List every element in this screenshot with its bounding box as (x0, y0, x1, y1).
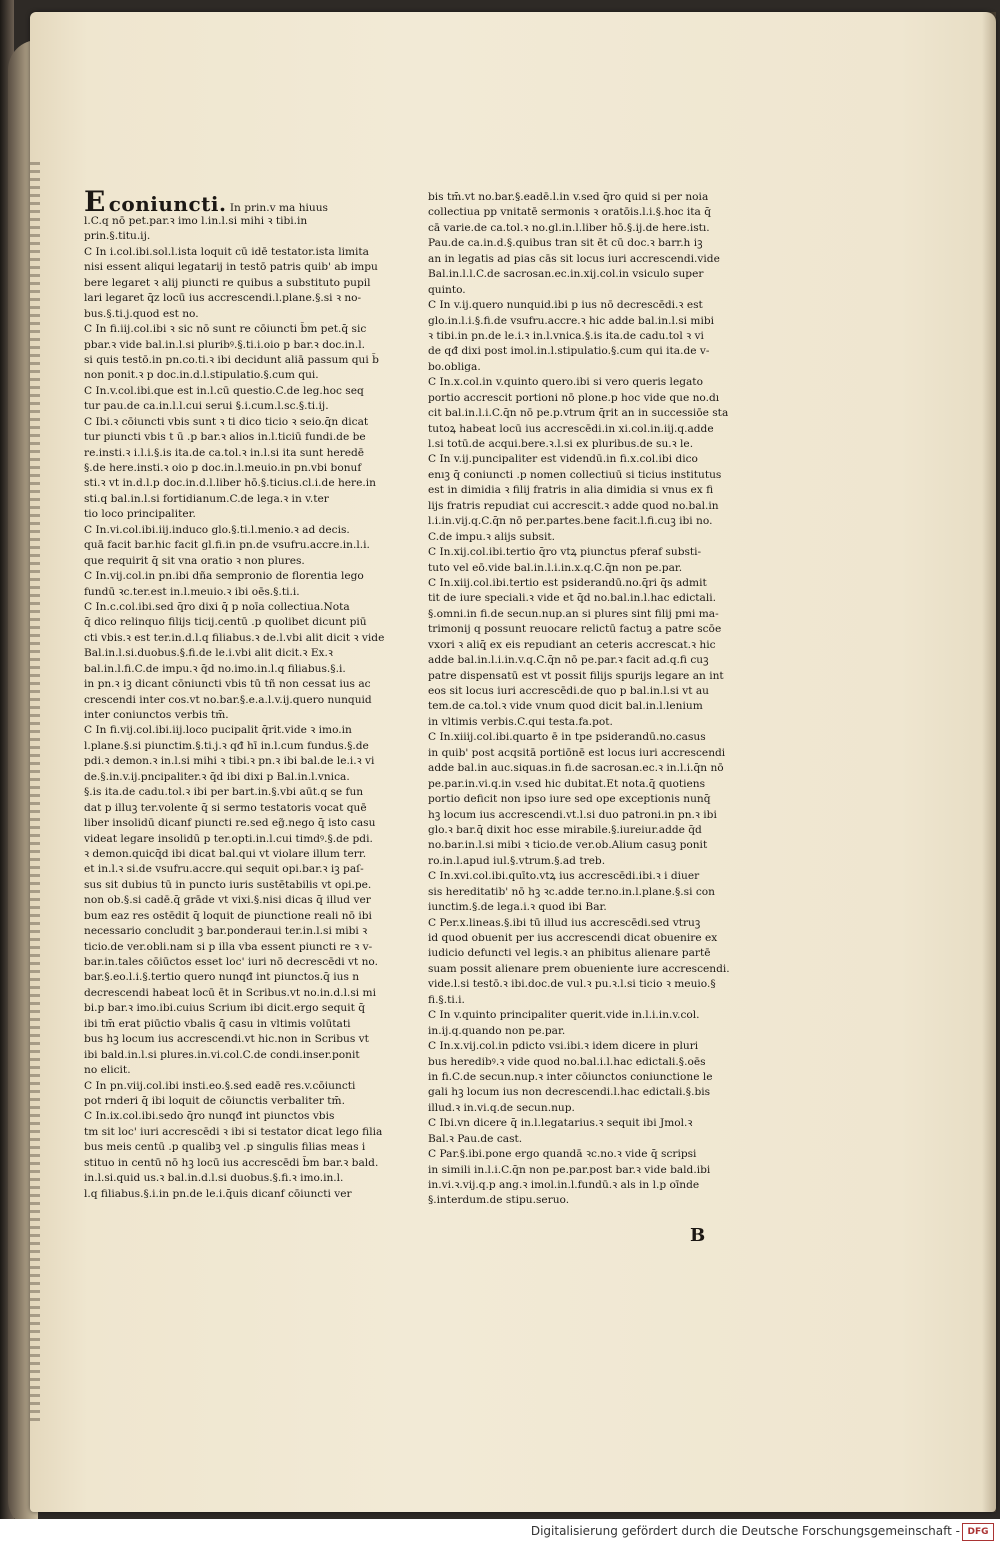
text-line: C In i.col.ibi.sol.l.ista loquit cū idē testator.ista limita (84, 245, 369, 258)
text-line: enıꝫ q̄ coniuncti .p nomen collectiuū si ticius institutus (428, 468, 722, 481)
text-line: l.C.q nō pet.par.ꝛ imo l.in.l.si mihi ꝛ tibi.in (84, 215, 308, 227)
text-line: de qđ dixi post imol.in.l.stipulatio.§.cum qui ita.de v- (428, 345, 710, 358)
text-line: suam possit alienare prem obueniente iure accrescendi. (428, 962, 730, 975)
text-line: bal.in.l.fi.C.de impu.ꝛ q̄d no.imo.in.l.q filiabus.§.i. (84, 662, 346, 675)
text-line: patre dispensatū est vt possit filijs spurijs legare an int (428, 669, 724, 682)
text-line: nisi essent aliqui legatarij in testō patris quib' ab impu (84, 261, 378, 274)
text-line: C In.c.col.ibi.sed q̄ro dixi q̄ p noīa collectiua.Nota (84, 600, 350, 613)
text-line: inter coniunctos verbis tm̄. (84, 709, 229, 721)
text-line: fi.§.ti.i. (428, 993, 465, 1006)
text-line: bus heredibꝰ.ꝛ vide quod no.bal.i.l.hac edictali.§.oēs (428, 1055, 706, 1068)
text-line: bus hꝫ locum ius accrescendi.vt hic.non in Scribus vt (84, 1033, 369, 1046)
text-line: prin.§.titu.ij. (84, 230, 151, 243)
text-line: bus meis centū .p qualibꝫ vel .p singulis filias meas i (84, 1141, 366, 1154)
text-line: in vltimis verbis.C.qui testa.fa.pot. (428, 715, 613, 728)
text-line: C In pn.viij.col.ibi insti.eo.§.sed eadē res.v.cōiuncti (84, 1079, 356, 1092)
text-line: est in dimidia ꝛ filij fratris in alia dimidia si vnus ex fi (428, 484, 714, 497)
text-line: C In fi.iij.col.ibi ꝛ sic nō sunt re cōiuncti b̄m pet.q̄ sic (84, 323, 367, 336)
text-line: §.interdum.de stipu.seruo. (428, 1194, 570, 1207)
text-line: §.de here.insti.ꝛ oio p doc.in.l.meuio.in pn.vbi bonuf (84, 462, 362, 474)
text-line: l.plane.§.si piunctim.§.ti.j.ꝛ qđ hī in.l.cum fundus.§.de (84, 739, 369, 752)
text-line: sus sit dubius tū in puncto iuris sustētabilis vt opi.pe. (84, 878, 372, 891)
text-line: quinto. (428, 283, 466, 296)
text-line: sis hereditatib' nō hꝫ ꝛc.adde ter.no.in.l.plane.§.si con (428, 885, 715, 898)
text-line: que requirit q̄ sit vna oratio ꝛ non plures. (84, 554, 305, 567)
page-edge-shadow (982, 12, 996, 1512)
text-line: ibi tm̄ erat piūctio vbalis q̄ casu in vltimis volūtati (84, 1017, 351, 1030)
text-line: tit de iure speciali.ꝛ vide et q̄d no.bal.in.l.hac edictali. (428, 592, 716, 605)
text-line: C Par.§.ibi.pone ergo quandā ꝛc.no.ꝛ vide q̄ scripsi (428, 1148, 697, 1161)
text-line: glo.in.l.i.§.fi.de vsufru.accre.ꝛ hic adde bal.in.l.si mibi (428, 314, 715, 327)
text-line: et in.l.ꝛ si.de vsufru.accre.qui sequit opi.bar.ꝛ iꝫ paſ- (84, 863, 364, 876)
text-line: Pau.de ca.in.d.§.quibus tran sit ēt cū doc.ꝛ barr.h iꝫ (428, 237, 703, 250)
heading-line (84, 190, 394, 214)
text-line: C In.vi.col.ibi.iij.induco glo.§.ti.l.menio.ꝛ ad decis. (84, 523, 350, 536)
text-line: de.§.in.v.ij.pncipaliter.ꝛ q̄d ibi dixi p Bal.in.l.vnica. (84, 770, 350, 783)
text-line: C In v.ij.puncipaliter est videndū.in fi.x.col.ibi dico (428, 453, 698, 466)
text-line: §.omni.in fi.de secun.nup.an si plures sint filij pmi ma- (428, 607, 719, 620)
text-line: C In.xij.col.ibi.tertio q̄ro vtꝝ piunctus pferaf substi- (428, 546, 702, 559)
text-line: in pn.ꝛ iꝫ dicant cōniuncti vbis tū tñ non cessat ius ac (84, 678, 371, 691)
text-line: in quib' post acqsitā portiōnē est locus iuri accrescendi (428, 746, 726, 759)
heading-line-rest: In prin.v ma hiuus (229, 202, 328, 214)
text-line: C Per.x.lineas.§.ibi tū illud ius accrescēdi.sed vtruꝫ (428, 916, 701, 929)
text-line: C In.x.vij.col.in pdicto vsi.ibi.ꝛ idem dicere in pluri (428, 1040, 699, 1053)
text-line: an in legatis ad pias cās sit locus iuri accrescendi.vide (428, 252, 720, 265)
text-line: bi.p bar.ꝛ imo.ibi.cuius Scrium ibi dicit.ergo sequit q̄ (84, 1002, 366, 1015)
text-line: C In v.ij.quero nunquid.ibi p ius nō decrescēdi.ꝛ est (428, 299, 703, 312)
text-line: pe.par.in.vi.q.in v.sed hic dubitat.Et nota.q̄ quotiens (428, 777, 706, 790)
text-line: liber insolidū dicanf piuncti re.sed eg̃.nego q̄ isto casu (84, 817, 376, 830)
initial-letter: E (84, 190, 106, 214)
text-line: vide.l.si testō.ꝛ ibi.doc.de vul.ꝛ pu.ꝛ.l.si ticio ꝛ meuio.§ (428, 978, 716, 991)
text-line: tm sit loc' iuri accrescēdi ꝛ ibi si testator dicat lego filia (84, 1125, 383, 1138)
heading-word: coniuncti. (108, 192, 227, 214)
text-line: portio accrescit portioni nō plone.p hoc vide que no.dı (428, 391, 720, 404)
text-line: adde bal.in auc.siquas.in fi.de sacrosan.ec.ꝛ in.l.i.q̄n nō (428, 762, 724, 775)
digitization-footer (0, 1519, 1000, 1544)
text-line: iudicio defuncti vel legis.ꝛ an phibitus alienare partē (428, 947, 711, 960)
text-line: C In.ix.col.ibi.sedo q̄ro nunqđ int piunctos vbis (84, 1110, 335, 1123)
text-line: ꝛ tibi.in pn.de le.i.ꝛ in.l.vnica.§.is ita.de cadu.tol ꝛ vi (428, 329, 704, 342)
signature-mark: B (690, 1225, 706, 1246)
text-line: C In v.quinto principaliter querit.vide in.l.i.in.v.col. (428, 1009, 700, 1022)
text-line: bum eaz res ostēdit q̄ loquit de piunctione reali nō ibi (84, 909, 372, 922)
text-line: in.vi.ꝛ.vij.q.p ang.ꝛ imol.in.l.fundū.ꝛ als in l.p oīnde (428, 1179, 700, 1191)
footer-credit-text: Digitalisierung gefördert durch die Deutsche Forschungsgemeinschaft - (530, 1524, 960, 1538)
text-line: gali hꝫ locum ius non decrescendi.l.hac edictali.§.bis (428, 1086, 711, 1099)
text-line: C In.vij.col.in pn.ibi dña sempronio de florentia lego (84, 570, 364, 583)
text-line: fundū ꝛc.ter.est in.l.meuio.ꝛ ibi oēs.§.ti.i. (84, 585, 300, 598)
text-line: Bal.ꝛ Pau.de cast. (428, 1132, 523, 1145)
text-line: vxori ꝛ aliq̄ ex eis repudiant an ceteris accrescat.ꝛ hic (428, 638, 716, 651)
text-line: ro.in.l.apud iul.§.vtrum.§.ad treb. (428, 854, 606, 867)
text-line: q̄ dico relinquo filijs ticij.centū .p quolibet dicunt piū (84, 616, 367, 629)
text-line: C In.xiiij.col.ibi.quarto ē in tpe psiderandū.no.casus (428, 731, 706, 744)
text-line: l.q filiabus.§.i.in pn.de le.i.q̄uis dicanf cōiuncti ver (84, 1187, 352, 1200)
left-text-column (84, 190, 394, 1202)
text-line: in simili in.l.i.C.q̄n non pe.par.post bar.ꝛ vide bald.ibi (428, 1163, 711, 1176)
text-line: C.de impu.ꝛ alijs subsit. (428, 530, 555, 543)
text-line: tur piuncti vbis t ū .p bar.ꝛ alios in.l.ticiū fundi.de be (84, 431, 366, 444)
text-line: lari legaret q̄z locū ius accrescendi.l.plane.§.si ꝛ no- (84, 292, 362, 305)
text-line: cā varie.de ca.tol.ꝛ no.gl.in.l.liber hō.§.ij.de here.istı. (428, 221, 710, 234)
text-line: ꝛ demon.quicq̄d ibi dicat bal.qui vt violare illum terr. (84, 847, 367, 860)
text-line: hꝫ locum ius accrescendi.vt.l.si duo patroni.in pn.ꝛ ibi (428, 808, 717, 821)
text-line: si quis testō.in pn.co.ti.ꝛ ibi decidunt aliā passum qui b̄ (84, 353, 379, 366)
text-line: tio loco principaliter. (84, 508, 196, 521)
text-line: collectiua pp vnitatē sermonis ꝛ oratōis.l.i.§.hoc ita q̄ (428, 206, 712, 219)
text-line: iunctim.§.de lega.i.ꝛ quod ibi Bar. (428, 901, 607, 914)
right-text-column (428, 190, 738, 1209)
text-line: non ponit.ꝛ p doc.in.d.l.stipulatio.§.cum qui. (84, 369, 319, 382)
text-line: bo.obliga. (428, 360, 481, 373)
text-line: decrescendi habeat locū ēt in Scribus.vt no.in.d.l.si mi (84, 986, 376, 999)
text-line: crescendi inter cos.vt no.bar.§.e.a.l.v.ij.quero nunquid (84, 693, 372, 706)
text-line: re.insti.ꝛ i.l.i.§.is ita.de ca.tol.ꝛ in.l.si ita sunt heredē (84, 446, 365, 459)
text-line: ticio.de ver.obli.nam si p illa vba essent piuncti re ꝛ v- (84, 940, 373, 953)
text-line: C Ibi.ꝛ cōiuncti vbis sunt ꝛ ti dico ticio ꝛ seio.q̄n dicat (84, 415, 369, 428)
text-line: tem.de ca.tol.ꝛ vide vnum quod dicit bal.in.l.lenium (428, 700, 703, 713)
text-line: eos sit locus iuri accrescēdi.de quo p bal.in.l.si vt au (428, 685, 709, 697)
text-line: no elicit. (84, 1064, 131, 1077)
text-line: Bal.in.l.si.duobus.§.fi.de le.i.vbi alit dicit.ꝛ Ex.ꝛ (84, 647, 333, 660)
text-line: C Ibi.vn dicere q̄ in.l.legatarius.ꝛ sequit ibi Jmol.ꝛ (428, 1117, 693, 1130)
text-line: in.l.si.quid us.ꝛ bal.in.d.l.si duobus.§.fi.ꝛ imo.in.l. (84, 1172, 344, 1185)
text-line: illud.ꝛ in.vi.q.de secun.nup. (428, 1101, 575, 1114)
text-line: ibi bald.in.l.si plures.in.vi.col.C.de condi.inser.ponit (84, 1048, 360, 1061)
text-line: bere legaret ꝛ alij piuncti re quibus a substituto pupil (84, 276, 371, 289)
text-line: C In fi.vij.col.ibi.iij.loco pucipalit q̄rit.vide ꝛ imo.in (84, 724, 352, 737)
text-line: C In.xvi.col.ibi.quīto.vtꝝ ius accrescēdi.ibi.ꝛ i diuer (428, 870, 700, 883)
text-line: sti.ꝛ vt in.d.l.p doc.in.d.l.liber hō.§.ticius.cl.i.de here.in (84, 477, 376, 490)
text-line: bar.§.eo.l.i.§.tertio quero nunqđ int piunctos.q̄ ius n (84, 971, 360, 984)
text-line: quā facit bar.hic facit gl.fi.in pn.de vsufru.accre.in.l.i. (84, 539, 370, 552)
text-line: bis tm̄.vt no.bar.§.eadē.l.in v.sed q̄ro quid si per noia (428, 191, 709, 203)
text-line: necessario concludit ꝫ bar.ponderaui ter.in.l.si mibi ꝛ (84, 925, 368, 938)
text-line: cti vbis.ꝛ est ter.in.d.l.q filiabus.ꝛ de.l.vbi alit dicit ꝛ vide (84, 631, 385, 644)
text-line: non ob.§.si cadē.q̄ grāde vt vixi.§.nisi dicas q̄ illud ver (84, 894, 371, 907)
text-line: C In.xiij.col.ibi.tertio est psiderandū.no.q̄ri q̄s admit (428, 576, 707, 589)
text-line: l.i.in.vij.q.C.q̄n nō per.partes.bene facit.l.fi.cuꝫ ibi no. (428, 515, 713, 528)
text-line: pdi.ꝛ demon.ꝛ in.l.si mihi ꝛ tibi.ꝛ pn.ꝛ ibi bal.de le.i.ꝛ vi (84, 755, 375, 768)
left-column-lines (84, 214, 394, 1202)
text-line: §.is ita.de cadu.tol.ꝛ ibi per bart.in.§.vbi aūt.q se fun (84, 786, 364, 799)
text-line: in.ij.q.quando non pe.par. (428, 1024, 566, 1037)
text-line: Bal.in.l.l.C.de sacrosan.ec.in.xij.col.in vsiculo super (428, 268, 704, 281)
text-line: videat legare insolidū p ter.opti.in.l.cui timdꝰ.§.de pdi. (84, 832, 373, 845)
text-line: sti.q bal.in.l.si fortidianum.C.de lega.ꝛ in v.ter (84, 492, 329, 505)
text-line: id quod obuenit per ius accrescendi dicat obuenire ex (428, 932, 718, 944)
text-line: bar.in.tales cōiūctos esset loc' iuri nō decrescēdi vt no. (84, 956, 378, 968)
text-line: tutoꝝ habeat locū ius accrescēdi.in xi.col.in.iij.q.adde (428, 422, 714, 435)
text-line: bus.§.ti.j.quod est no. (84, 307, 199, 320)
text-line: dat p illuꝫ ter.volente q̄ si sermo testatoris vocat quē (84, 801, 367, 814)
dfg-logo-icon: DFG (962, 1523, 994, 1541)
text-line: glo.ꝛ bar.q̄ dixit hoc esse mirabile.§.iureiur.adde q̄d (428, 823, 702, 836)
text-line: C In.x.col.in v.quinto quero.ibi si vero queris legato (428, 376, 703, 389)
text-line: portio deficit non ipso iure sed ope exceptionis nunq̄ (428, 793, 711, 806)
text-line: tuto vel eō.vide bal.in.l.i.in.x.q.C.q̄n non pe.par. (428, 561, 683, 574)
gutter-bleed-text (30, 162, 40, 1422)
text-line: stituo in centū nō hꝫ locū ius accrescēdi b̄m bar.ꝛ bald. (84, 1156, 379, 1169)
text-line: tur pau.de ca.in.l.l.cui serui §.i.cum.l.sc.§.ti.ij. (84, 400, 329, 413)
text-line: C In.v.col.ibi.que est in.l.cū questio.C.de leg.hoc seq (84, 384, 364, 397)
text-line: adde bal.in.l.i.in.v.q.C.q̄n nō pe.par.ꝛ facit ad.q.fi cuꝫ (428, 654, 709, 667)
text-line: pot rnderi q̄ ibi loquit de cōiunctis verbaliter tm̄. (84, 1094, 345, 1107)
text-line: lijs fratris repudiat cui accrescit.ꝛ adde quod no.bal.in (428, 499, 719, 512)
text-line: pbar.ꝛ vide bal.in.l.si pluribꝰ.§.ti.i.oio p bar.ꝛ doc.in.l. (84, 338, 365, 351)
text-line: trimonij q possunt reuocare relictū factuꝫ a patre scōe (428, 623, 722, 636)
text-line: in fi.C.de secun.nup.ꝛ inter cōiunctos coniunctione le (428, 1070, 713, 1083)
text-line: l.si totū.de acqui.bere.ꝛ.l.si ex pluribus.de su.ꝛ le. (428, 438, 694, 450)
text-line: cit bal.in.l.i.C.q̄n nō pe.p.vtrum q̄rit an in successiōe sta (428, 407, 729, 420)
text-line: no.bar.in.l.si mibi ꝛ ticio.de ver.ob.Alium casuꝫ ponit (428, 839, 708, 852)
right-column-lines (428, 190, 738, 1209)
